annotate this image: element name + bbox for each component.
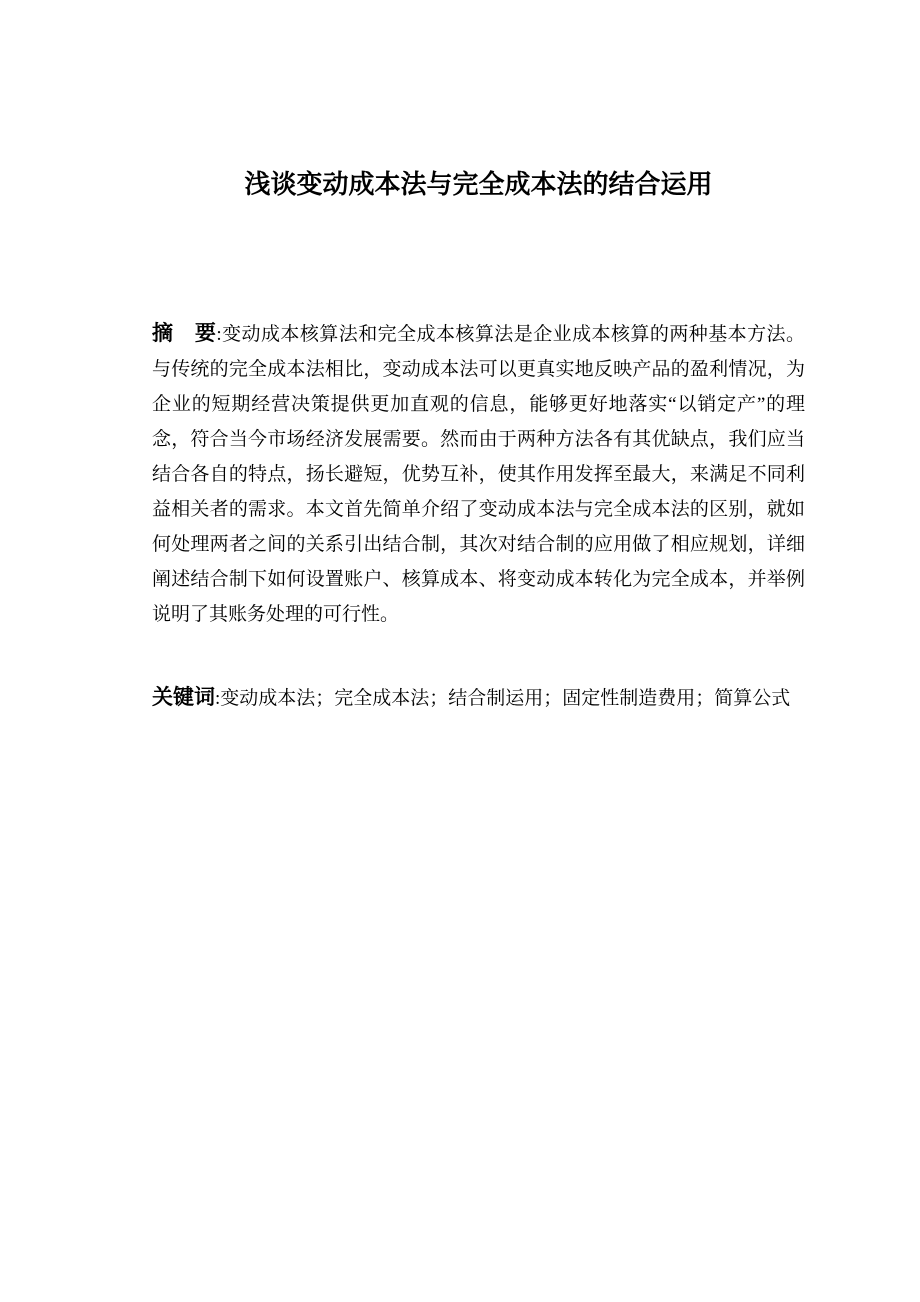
abstract-paragraph: [152, 316, 805, 632]
keywords-paragraph: [152, 680, 805, 716]
keywords-text: 变动成本法；完全成本法；结合制运用；固定性制造费用；简算公式: [220, 688, 791, 709]
abstract-colon: :: [216, 324, 222, 345]
keywords-label: 关键词: [152, 685, 215, 709]
keywords-colon: :: [215, 688, 221, 709]
document-title: 浅谈变动成本法与完全成本法的结合运用: [244, 170, 713, 199]
abstract-text: 变动成本核算法和完全成本核算法是企业成本核算的两种基本方法。与传统的完全成本法相比，变动成本法可以更真实地反映产品的盈利情况，为企业的短期经营决策提供更加直观的信息，能够更好地落实“以销定产”的理念，符合当今市场经济发展需要。然而由于两种方法各有其优缺点，我们应当结合各自的特点，扬长避短，优势互补，使其作用发挥至最大，来满足不同利益相关者的需求。本文首先简单介绍了变动成本法与完全成本法的区别，就如何处理两者之间的关系引出结合制，其次对结合制的应用做了相应规划，详细阐述结合制下如何设置账户、核算成本、将变动成本转化为完全成本，并举例说明了其账务处理的可行性。: [152, 324, 805, 625]
abstract-label: 摘 要: [152, 321, 217, 345]
